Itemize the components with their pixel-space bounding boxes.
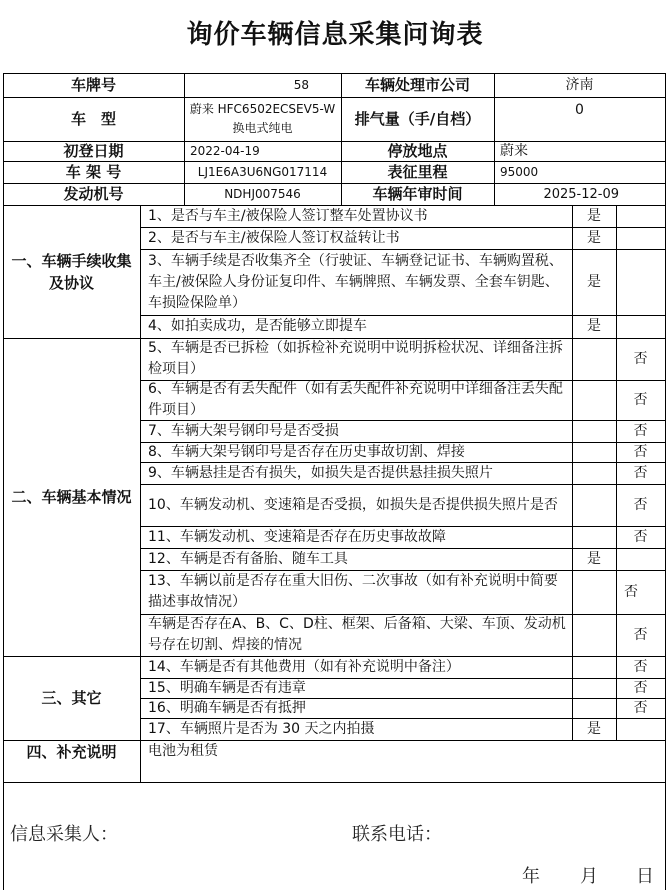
question-12: 12、车辆是否有备胎、随车工具 — [148, 550, 348, 567]
question-10: 10、车辆发动机、变速箱是否受损，如损失是否提供损失照片是否 — [148, 496, 558, 513]
mileage-label: 表征里程 — [387, 162, 448, 181]
h-line — [3, 161, 665, 162]
v-line — [341, 73, 342, 205]
answer-4: 是 — [587, 318, 601, 334]
h-line — [3, 338, 665, 339]
h-line — [140, 249, 665, 250]
question-3: 3、车辆手续是否收集齐全（行驶证、车辆登记证书、车辆购置税、车主/被保险人身份证复印件、车辆牌照、车辆发票、全套车钥匙、车损险保险单） — [148, 252, 563, 311]
day-label: 日 — [636, 866, 654, 887]
v-line — [140, 205, 141, 782]
parking-label: 停放地点 — [387, 141, 448, 160]
h-line — [3, 205, 665, 206]
collector-label: 信息采集人： — [10, 824, 118, 845]
month-label: 月 — [580, 866, 598, 887]
h-line — [140, 462, 665, 463]
h-line — [3, 782, 665, 783]
h-line — [140, 420, 665, 421]
h-line — [3, 656, 665, 657]
question-15: 15、明确车辆是否有违章 — [148, 679, 306, 696]
inspection-value: 2025-12-09 — [543, 186, 619, 202]
answer-5: 否 — [633, 350, 648, 367]
question-17: 17、车辆照片是否为 30 天之内拍摄 — [148, 720, 375, 737]
h-line — [140, 526, 665, 527]
v-line — [616, 205, 617, 740]
plate-label: 车牌号 — [70, 75, 116, 94]
border-right — [665, 73, 666, 890]
answer-6: 否 — [633, 391, 648, 408]
h-line — [140, 678, 665, 679]
h-line — [140, 380, 665, 381]
h-line — [140, 484, 665, 485]
answer-17: 是 — [587, 720, 601, 737]
answer-13: 否 — [624, 583, 638, 600]
form-title: 询价车辆信息采集问询表 — [186, 20, 484, 50]
question-4: 4、如拍卖成功，是否能够立即提车 — [148, 318, 367, 334]
inspection-label: 车辆年审时间 — [372, 184, 463, 203]
question-14: 14、车辆是否有其他费用（如有补充说明中备注） — [148, 658, 460, 675]
answer-15: 否 — [633, 679, 648, 696]
h-line — [140, 698, 665, 699]
h-line — [140, 442, 665, 443]
h-line — [140, 718, 665, 719]
section-4-label: 四、补充说明 — [26, 743, 117, 761]
answer-16: 否 — [633, 699, 648, 716]
model-label: 车 型 — [70, 109, 116, 128]
supplement-text: 电池为租赁 — [148, 742, 218, 759]
company-value: 济南 — [565, 76, 594, 93]
question-16: 16、明确车辆是否有抵押 — [148, 699, 306, 716]
question-5: 5、车辆是否已拆检（如拆检补充说明中说明拆检状况、详细备注拆检项目） — [148, 340, 563, 377]
answer-7: 否 — [633, 422, 648, 439]
v-line — [184, 73, 185, 205]
question-13: 13、车辆以前是否存在重大旧伤、二次事故（如有补充说明中简要描述事故情况） — [148, 573, 558, 610]
displacement-label: 排气量（手/自档） — [354, 109, 481, 128]
border-top — [3, 73, 665, 74]
plate-value: 58 — [293, 77, 309, 92]
section-2-label: 二、车辆基本情况 — [11, 487, 132, 506]
question-7: 7、车辆大架号钢印号是否受损 — [148, 422, 339, 439]
displacement-value: 0 — [575, 101, 584, 118]
h-line — [140, 570, 665, 571]
engine-value: NDHJ007546 — [224, 186, 301, 201]
v-line — [572, 205, 573, 740]
question-9: 9、车辆悬挂是否有损失，如损失是否提供悬挂损失照片 — [148, 464, 493, 481]
answer-8: 否 — [633, 443, 648, 460]
answer-3: 是 — [587, 273, 601, 290]
reg-date-value: 2022-04-19 — [190, 143, 260, 158]
year-label: 年 — [522, 866, 540, 887]
section-1-line1: 一、车辆手续收集 — [11, 251, 132, 270]
h-line — [140, 614, 665, 615]
answer-11: 否 — [633, 528, 648, 545]
question-6: 6、车辆是否有丢失配件（如有丢失配件补充说明中详细备注丢失配件项目） — [148, 381, 563, 418]
phone-label: 联系电话： — [352, 824, 442, 845]
h-line — [3, 97, 665, 98]
company-label: 车辆处理市公司 — [364, 75, 470, 94]
question-2: 2、是否与车主/被保险人签订权益转让书 — [148, 229, 400, 246]
section-1-line2: 及协议 — [48, 273, 94, 292]
answer-2: 是 — [587, 229, 601, 246]
mileage-value: 95000 — [500, 164, 539, 179]
answer-1: 是 — [587, 207, 601, 224]
question-8: 8、车辆大架号钢印号是否存在历史事故切割、焊接 — [148, 443, 465, 460]
answer-9: 否 — [633, 464, 648, 481]
vin-label: 车 架 号 — [65, 162, 122, 181]
answer-pillar: 否 — [633, 626, 648, 643]
question-11: 11、车辆发动机、变速箱是否存在历史事故故障 — [148, 528, 446, 545]
h-line — [140, 315, 665, 316]
vin-value: LJ1E6A3U6NG017114 — [197, 164, 328, 179]
question-pillar: 车辆是否存在A、B、C、D柱、框架、后备箱、大梁、车顶、发动机号存在切割、焊接的情况 — [148, 616, 566, 653]
model-line2: 换电式纯电 — [232, 121, 293, 135]
model-line1: 蔚来 HFC6502ECSEV5-W — [189, 102, 336, 116]
reg-date-label: 初登日期 — [63, 141, 124, 160]
engine-label: 发动机号 — [63, 184, 124, 203]
h-line — [140, 227, 665, 228]
section-1-label — [3, 205, 140, 338]
answer-12: 是 — [587, 550, 601, 567]
h-line — [3, 183, 665, 184]
answer-10: 否 — [633, 496, 648, 513]
h-line — [3, 740, 665, 741]
v-line — [494, 73, 495, 205]
question-1: 1、是否与车主/被保险人签订整车处置协议书 — [148, 207, 428, 224]
model-value — [184, 99, 341, 139]
h-line — [3, 141, 665, 142]
border-left — [3, 73, 4, 890]
h-line — [140, 548, 665, 549]
parking-value: 蔚来 — [500, 142, 528, 159]
section-3-label: 三、其它 — [41, 688, 102, 707]
answer-14: 否 — [633, 658, 648, 675]
